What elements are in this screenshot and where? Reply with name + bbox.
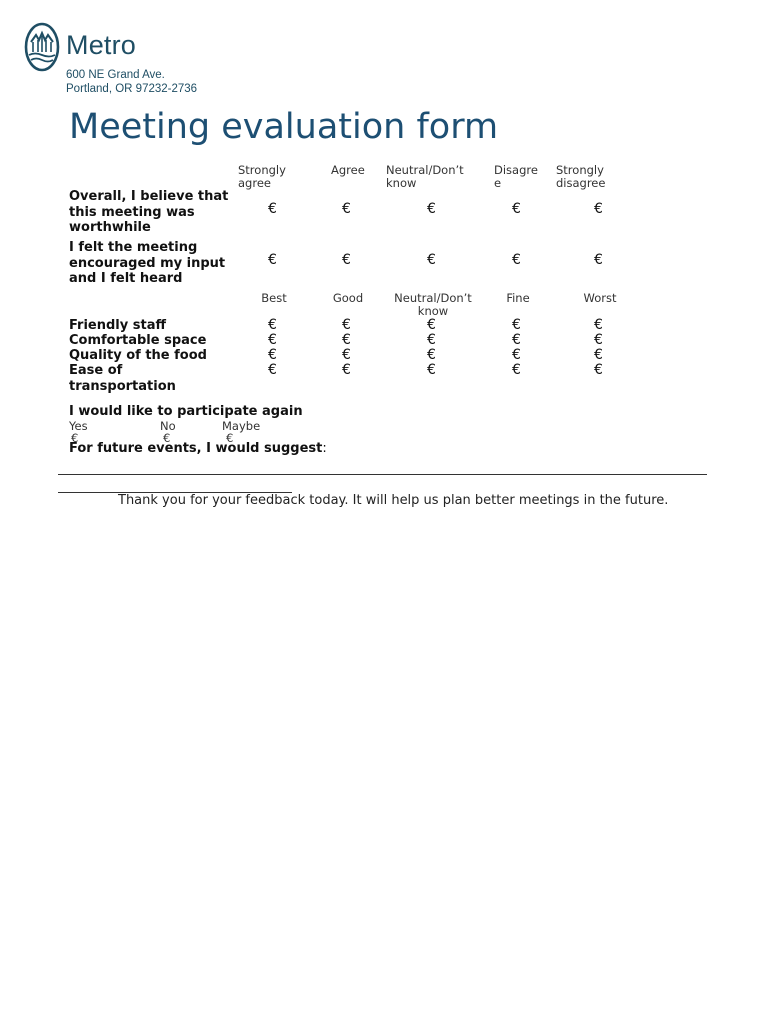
option-transport-best[interactable]: € xyxy=(268,362,277,378)
suggest-label-text: For future events, I would suggest xyxy=(69,441,323,456)
option-q1-neutral[interactable]: € xyxy=(427,201,436,217)
option-food-best[interactable]: € xyxy=(268,347,277,363)
header-worst: Worst xyxy=(583,291,617,305)
suggest-colon: : xyxy=(322,441,327,456)
header-fine: Fine xyxy=(506,291,530,305)
option-staff-fine[interactable]: € xyxy=(512,317,521,333)
option-space-worst[interactable]: € xyxy=(594,332,603,348)
option-transport-good[interactable]: € xyxy=(342,362,351,378)
option-q2-strongly-disagree[interactable]: € xyxy=(594,252,603,268)
participate-question: I would like to participate again xyxy=(69,404,303,419)
address-line-1: 600 NE Grand Ave. xyxy=(66,69,165,81)
item-transportation: Ease of transportation xyxy=(69,363,176,394)
metro-logo-icon xyxy=(24,22,60,72)
column-fine xyxy=(512,318,521,378)
option-food-worst[interactable]: € xyxy=(594,347,603,363)
option-maybe[interactable]: € xyxy=(226,431,234,445)
option-label-maybe: Maybe xyxy=(222,419,261,433)
option-q1-disagree[interactable]: € xyxy=(512,201,521,217)
option-staff-neutral[interactable]: € xyxy=(427,317,436,333)
option-transport-worst[interactable]: € xyxy=(594,362,603,378)
option-food-good[interactable]: € xyxy=(342,347,351,363)
option-q2-agree[interactable]: € xyxy=(342,252,351,268)
header-good: Good xyxy=(332,291,364,305)
option-label-no: No xyxy=(160,419,176,433)
option-space-good[interactable]: € xyxy=(342,332,351,348)
header-strongly-disagree: Strongly disagree xyxy=(556,163,606,190)
option-q2-strongly-agree[interactable]: € xyxy=(268,252,277,268)
option-space-neutral[interactable]: € xyxy=(427,332,436,348)
header-neutral: Neutral/Don’t know xyxy=(386,163,464,190)
option-q1-agree[interactable]: € xyxy=(342,201,351,217)
column-best xyxy=(268,318,277,378)
option-no[interactable]: € xyxy=(163,431,171,445)
column-good xyxy=(342,318,351,378)
option-label-yes: Yes xyxy=(69,419,88,433)
suggestion-line[interactable] xyxy=(58,474,707,475)
column-worst xyxy=(594,318,603,378)
header-agree: Agree xyxy=(331,163,365,177)
option-transport-neutral[interactable]: € xyxy=(427,362,436,378)
option-food-neutral[interactable]: € xyxy=(427,347,436,363)
option-food-fine[interactable]: € xyxy=(512,347,521,363)
item-food-quality: Quality of the food xyxy=(69,348,207,363)
header-neutral-2: Neutral/Don’t know xyxy=(394,291,472,318)
option-q2-neutral[interactable]: € xyxy=(427,252,436,268)
thank-you-note: Thank you for your feedback today. It will help us plan better meetings in the future. xyxy=(118,493,669,508)
option-staff-best[interactable]: € xyxy=(268,317,277,333)
option-staff-worst[interactable]: € xyxy=(594,317,603,333)
suggest-label xyxy=(69,441,327,456)
item-friendly-staff: Friendly staff xyxy=(69,318,167,333)
header-best: Best xyxy=(261,291,287,305)
option-space-best[interactable]: € xyxy=(268,332,277,348)
option-transport-fine[interactable]: € xyxy=(512,362,521,378)
option-q1-strongly-disagree[interactable]: € xyxy=(594,201,603,217)
org-name: Metro xyxy=(66,30,137,60)
address-line-2: Portland, OR 97232-2736 xyxy=(66,83,198,95)
option-q2-disagree[interactable]: € xyxy=(512,252,521,268)
option-staff-good[interactable]: € xyxy=(342,317,351,333)
question-worthwhile: Overall, I believe that this meeting was worthwhile xyxy=(69,189,229,235)
header-strongly-agree: Strongly agree xyxy=(238,163,286,190)
header-disagree: Disagre e xyxy=(494,163,538,190)
option-q1-strongly-agree[interactable]: € xyxy=(268,201,277,217)
option-yes[interactable]: € xyxy=(71,431,79,445)
question-encouraged-input: I felt the meeting encouraged my input and I felt heard xyxy=(69,240,226,286)
column-neutral xyxy=(427,318,436,378)
item-comfortable-space: Comfortable space xyxy=(69,333,207,348)
page-title: Meeting evaluation form xyxy=(69,107,499,147)
option-space-fine[interactable]: € xyxy=(512,332,521,348)
